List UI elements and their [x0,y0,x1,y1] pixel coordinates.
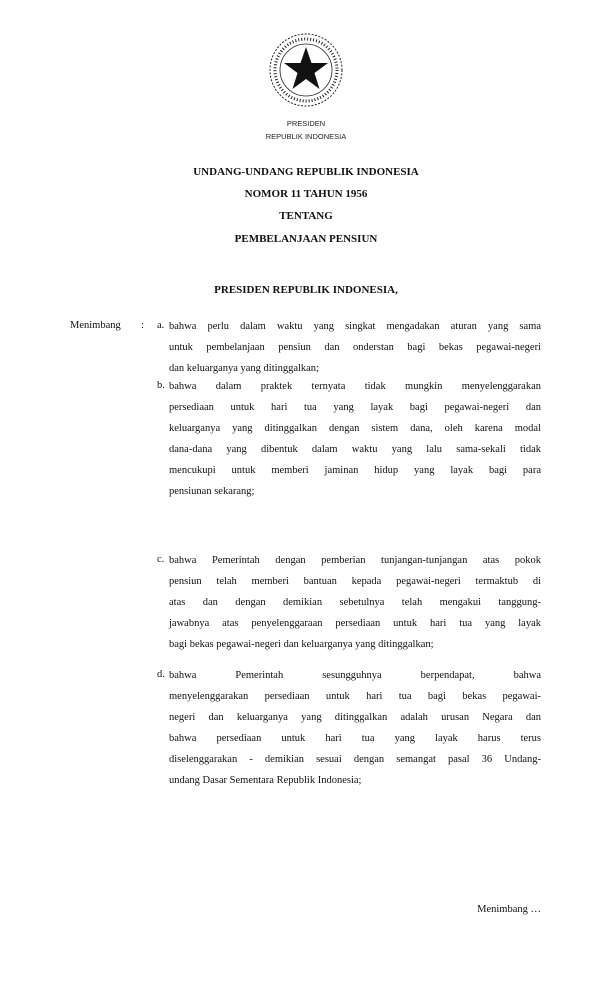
item-line: dan keluarganya yang ditinggalkan; [169,363,319,374]
item-line: untuk pembelanjaan pensiun dan onderstan bagi bekas pegawai-negeri [169,342,541,353]
item-line: atas dan dengan demikian sebetulnya telah mengakui tanggung- [169,597,541,608]
item-line: bahwa Pemerintah dengan pemberian tunjangan-tunjangan atas pokok [169,555,541,566]
item-line: diselenggarakan - demikian sesuai dengan semangat pasal 36 Undang- [169,754,541,765]
item-line: pensiun telah memberi bantuan kepada pegawai-negeri termaktub di [169,576,541,587]
item-line: jawabnya atas penyelenggaraan persediaan untuk hari tua yang layak [169,618,541,629]
item-letter: a. [157,320,165,331]
item-line: bahwa dalam praktek ternyata tidak mungkin menyelenggarakan [169,381,541,392]
garuda-star-emblem-icon [266,30,346,110]
item-letter: b. [157,380,165,391]
item-letter: c. [157,554,165,565]
item-line: dana-dana yang dibentuk dalam waktu yang lalu sama-sekali tidak [169,444,541,455]
item-line: bahwa Pemerintah sesungguhnya berpendapat, bahwa [169,670,541,681]
item-line: menyelenggarakan persediaan untuk hari tua bagi bekas pegawai- [169,691,541,702]
item-line: bagi bekas pegawai-negeri dan keluarganya yang ditinggalkan; [169,639,434,650]
item-line: keluarganya yang ditinggalkan dengan sistem dana, oleh karena modal [169,423,541,434]
title-number: NOMOR 11 TAHUN 1956 [244,188,368,200]
menimbang-label: Menimbang [70,320,121,331]
item-letter: d. [157,669,165,680]
item-line: bahwa persediaan untuk hari tua yang layak harus terus [169,733,541,744]
header-president: PRESIDEN [286,119,326,128]
title-law: UNDANG-UNDANG REPUBLIK INDONESIA [193,166,419,178]
title-about: TENTANG [279,210,333,222]
item-line: negeri dan keluarganya yang ditinggalkan adalah urusan Negara dan [169,712,541,723]
item-line: pensiunan sekarang; [169,486,255,497]
item-line: bahwa perlu dalam waktu yang singkat mengadakan aturan yang sama [169,321,541,332]
president-heading: PRESIDEN REPUBLIK INDONESIA, [214,284,398,296]
menimbang-colon: : [141,320,144,331]
item-line: persediaan untuk hari tua yang layak bagi pegawai-negeri dan [169,402,541,413]
continuation-footer: Menimbang … [477,904,541,915]
header-republic: REPUBLIK INDONESIA [265,132,347,141]
item-line: undang Dasar Sementara Republik Indonesia; [169,775,362,786]
item-line: mencukupi untuk memberi jaminan hidup yang layak bagi para [169,465,541,476]
title-subject: PEMBELANJAAN PENSIUN [234,233,378,245]
